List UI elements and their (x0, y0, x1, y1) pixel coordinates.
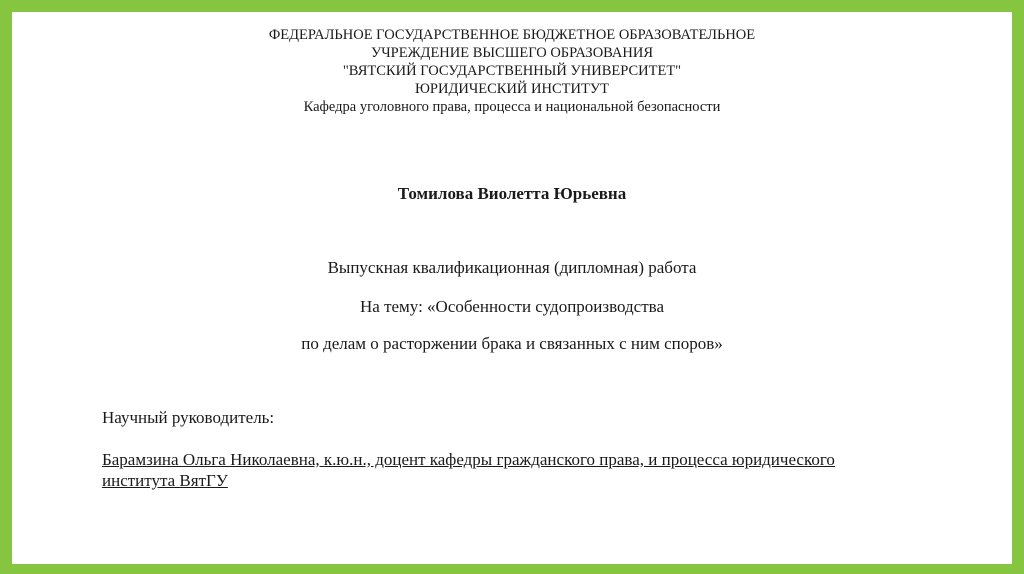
institution-line-2: УЧРЕЖДЕНИЕ ВЫСШЕГО ОБРАЗОВАНИЯ (370, 45, 654, 61)
work-topic-line-1: На тему: «Особенности судопроизводства (360, 297, 664, 316)
institution-line-4: ЮРИДИЧЕСКИЙ ИНСТИТУТ (415, 81, 609, 97)
department-line: Кафедра уголовного права, процесса и национальной безопасности (303, 99, 721, 115)
supervisor-name: Барамзина Ольга Николаевна, к.ю.н., доцент кафедры гражданского права, и процесса юридического института ВятГУ (102, 450, 835, 490)
institution-line-3: "ВЯТСКИЙ ГОСУДАРСТВЕННЫЙ УНИВЕРСИТЕТ" (342, 63, 682, 79)
work-type: Выпускная квалификационная (дипломная) работа (327, 258, 697, 277)
author-name: Томилова Виолетта Юрьевна (397, 184, 627, 203)
supervisor-label: Научный руководитель: (102, 408, 275, 427)
institution-header (12, 26, 1012, 116)
work-topic-line-2: по делам о расторжении брака и связанных с ним споров» (301, 334, 723, 353)
institution-line-1: ФЕДЕРАЛЬНОЕ ГОСУДАРСТВЕННОЕ БЮДЖЕТНОЕ ОБРАЗОВАТЕЛЬНОЕ (268, 27, 756, 43)
